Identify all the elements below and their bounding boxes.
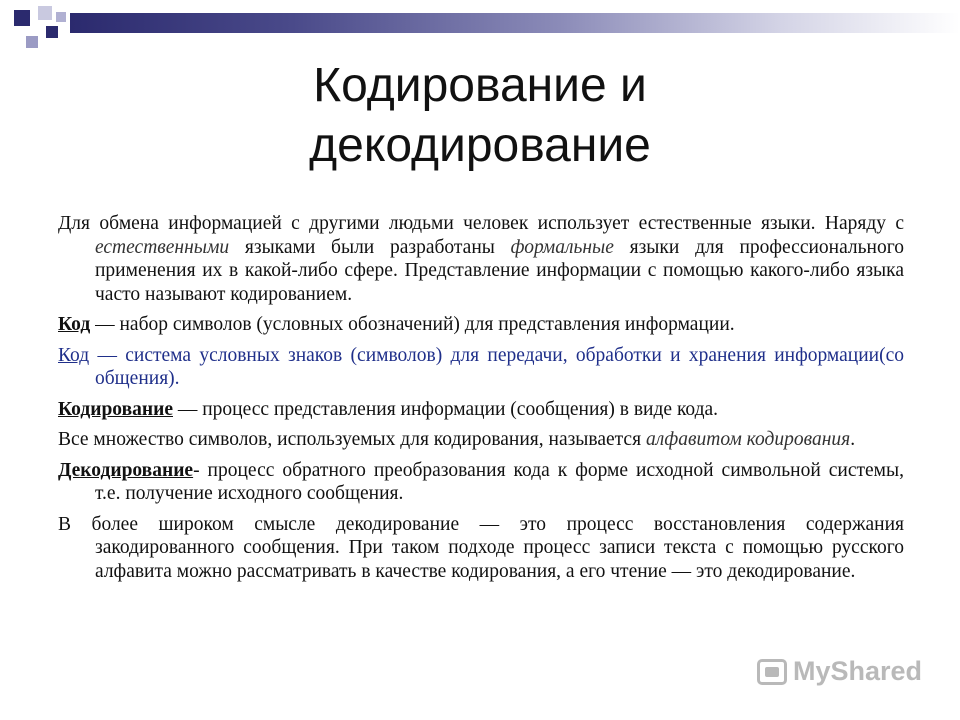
paragraph-intro xyxy=(58,212,904,306)
decor-square xyxy=(26,36,38,48)
slide-title-line1: Кодирование и xyxy=(313,59,647,112)
italic-text: алфавитом кодирования xyxy=(645,429,851,450)
slide-title-line2: декодирование xyxy=(309,119,651,172)
paragraph-code-definition-2 xyxy=(58,344,904,391)
paragraph-broader-sense xyxy=(58,513,904,584)
watermark-label: MyShared xyxy=(792,656,922,686)
header-decor-bar xyxy=(70,13,960,33)
italic-text: формальные xyxy=(510,236,614,258)
paragraph-code-definition xyxy=(58,313,904,337)
presentation-icon xyxy=(757,659,787,685)
text: языками были разработаны xyxy=(229,236,511,258)
paragraph-decoding-definition xyxy=(58,459,904,506)
italic-text: естественными xyxy=(95,236,230,258)
text: языки для профессионального применения их в какой-либо сфере. Представление информации с помощью какого-либо языка часто называют кодированием. xyxy=(95,236,904,305)
term-code-link[interactable]: Код xyxy=(58,344,90,366)
text: Для обмена информацией с другими людьми человек использует естественные языки. Наряду с xyxy=(58,213,904,234)
text: В более широком смысле декодирование — это процесс восстановления содержания закодированного сообщения. При таком подходе процесс записи текста с помощью русского алфавита можно рассматривать в качестве кодирования, а его чтение — это декодирование. xyxy=(58,513,904,582)
slide-title xyxy=(0,56,960,176)
decor-square xyxy=(14,10,30,26)
text: — система условных знаков (символов) для передачи, обработки и хранения информации(со общения). xyxy=(89,344,904,389)
text: . xyxy=(850,429,856,450)
text: Все множество символов, используемых для кодирования, называется xyxy=(58,429,646,450)
text: — набор символов (условных обозначений) для представления информации. xyxy=(90,314,735,335)
term-code: Код xyxy=(58,314,91,335)
decor-square xyxy=(46,26,58,38)
term-decoding: Декодирование xyxy=(58,459,194,481)
decor-square xyxy=(38,6,52,20)
paragraph-encoding-definition xyxy=(58,398,904,422)
text: — процесс представления информации (сообщения) в виде кода. xyxy=(172,398,719,420)
watermark-logo xyxy=(757,656,922,687)
term-encoding: Кодирование xyxy=(58,398,173,420)
decor-square xyxy=(56,12,66,22)
text: - процесс обратного преобразования кода к форме исходной символьной системы, т.е. получение исходного сообщения. xyxy=(95,459,904,504)
slide-body xyxy=(58,212,904,590)
paragraph-alphabet xyxy=(58,428,904,452)
